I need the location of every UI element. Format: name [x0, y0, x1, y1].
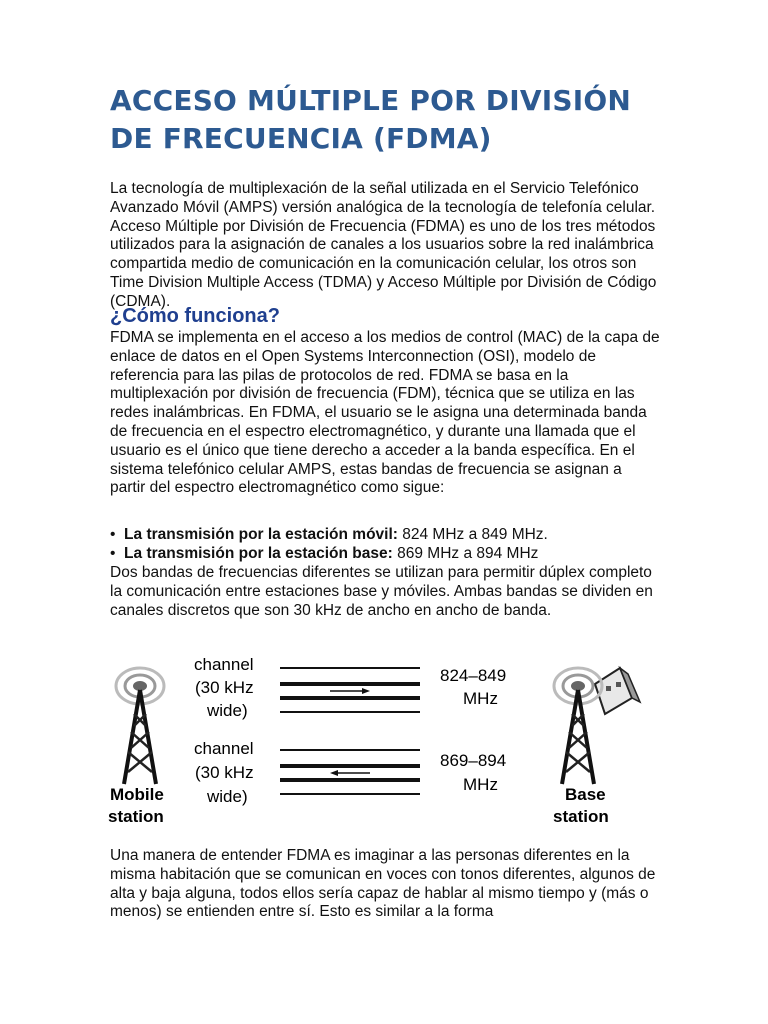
fdma-diagram [100, 644, 660, 834]
bullet-value: 824 MHz a 849 MHz. [402, 526, 548, 543]
page-title: ACCESO MÚLTIPLE POR DIVISIÓN DE FRECUENCIA (FDMA) [110, 84, 631, 155]
intro-paragraph: La tecnología de multiplexación de la señal utilizada en el Servicio Telefónico Avanzado Móvil (AMPS) versión analógica de la tecnología de telefonía celular. Acceso Múltiple por División de Frecuencia (FDMA) es uno de los tres métodos utilizados para la asignación de canales a los usuarios sobre la red inalámbrica compartida medio de comunicación en la comunicación celular, los otros son Time Division Multiple Access (TDMA) y Acceso Múltiple por División de Código (CDMA). [110, 180, 657, 310]
upper-channel-line2: (30 kHz [195, 678, 254, 697]
lower-band-frequency: 869–894 [440, 751, 507, 770]
lower-band-unit: MHz [463, 775, 498, 794]
lower-channel-line3: wide) [207, 787, 248, 806]
right-arrow-icon [330, 688, 370, 694]
mobile-label-line1: Mobile [110, 785, 164, 804]
upper-band-frequency: 824–849 [440, 666, 507, 685]
base-label-line1: Base [565, 785, 606, 804]
duplex-paragraph: Dos bandas de frecuencias diferentes se utilizan para permitir dúplex completo la comunicación entre estaciones base y móviles. Ambas bandas se dividen en canales discretos que son 30 kHz de ancho en ancho de banda. [110, 564, 653, 619]
lower-channel-line2: (30 kHz [195, 763, 254, 782]
list-item: • La transmisión por la estación móvil: 824 MHz a 849 MHz. [110, 526, 548, 543]
upper-channel-line1: channel [194, 655, 254, 674]
mobile-label-line2: station [108, 807, 164, 826]
closing-paragraph: Una manera de entender FDMA es imaginar a las personas diferentes en la misma habitación que se comunican en voces con tonos diferentes, algunos de alta y baja alguna, todos ellos sería capaz de hablar al mismo tiempo y (más o menos) se entienden entre sí. Esto es similar a la forma [110, 847, 656, 921]
section-body-paragraph: FDMA se implementa en el acceso a los medios de control (MAC) de la capa de enlace de datos en el Open Systems Interconnection (OSI), modelo de referencia para las pilas de protocolos de red. FDMA se basa en la multiplexación por división de frecuencia (FDM), técnica que se utiliza en las redes inalámbricas. En FDMA, el usuario se le asigna una determinada banda de frecuencia en el espectro electromagnético, y durante una llamada que el usuario es el único que tiene derecho a acceder a la banda específica. En el sistema telefónico celular AMPS, estas bandas de frecuencia se asignan a partir del espectro electromagnético como sigue: [110, 329, 660, 497]
list-item: • La transmisión por la estación base: 869 MHz a 894 MHz [110, 545, 539, 562]
base-station-tower-icon [554, 668, 640, 784]
section-heading: ¿Cómo funciona? [110, 305, 280, 327]
base-label-line2: station [553, 807, 609, 826]
bullet-value: 869 MHz a 894 MHz [397, 545, 539, 562]
bullet-label: La transmisión por la estación base: [124, 545, 393, 562]
bullet-label: La transmisión por la estación móvil: [124, 526, 398, 543]
left-arrow-icon [330, 770, 370, 776]
upper-band-unit: MHz [463, 689, 498, 708]
lower-channel-line1: channel [194, 739, 254, 758]
upper-channel-line3: wide) [207, 701, 248, 720]
frequency-bullet-list [110, 525, 670, 563]
mobile-tower-icon [116, 668, 164, 784]
